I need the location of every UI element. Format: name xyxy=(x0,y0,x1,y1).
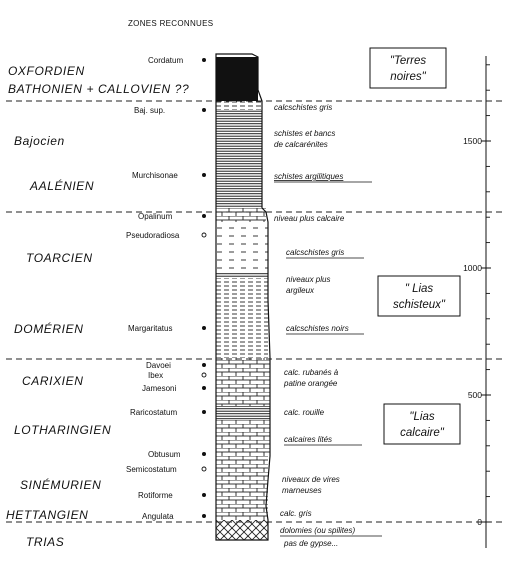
scale-tick-label: 500 xyxy=(467,390,482,400)
lithology-dolomies-line2: pas de gypse... xyxy=(284,539,339,548)
zone-label-opalinum: Opalinum xyxy=(138,212,173,221)
lithology-calc-rubanes-line1: calc. rubanés à xyxy=(284,368,339,377)
column-layer-calcareous xyxy=(216,208,266,222)
zone-label-baj-sup: Baj. sup. xyxy=(134,106,166,115)
zone-list xyxy=(126,56,206,521)
zone-label-davoei: Davoei xyxy=(146,361,171,370)
zone-marker-opalinum xyxy=(202,214,206,218)
zone-label-ibex: Ibex xyxy=(148,371,164,380)
stage-label-bajocien: Bajocien xyxy=(14,134,65,148)
zone-label-semicostatum: Semicostatum xyxy=(126,465,177,474)
formation-terres-noires-line1: "Terres xyxy=(389,55,427,67)
zone-label-obtusum: Obtusum xyxy=(148,450,181,459)
column-layer-sinemurian xyxy=(216,456,268,506)
scale-tick-label: 1000 xyxy=(463,263,482,273)
lithology-calcschistes-gris-upper: calcschistes gris xyxy=(274,103,333,112)
formation-lias-schisteux-line1: " Lias xyxy=(404,283,434,295)
stage-label-domerien: DOMÉRIEN xyxy=(14,322,84,336)
stage-label-bathonien-callovien: BATHONIEN + CALLOVIEN ?? xyxy=(8,82,190,96)
zone-marker-margaritatus xyxy=(202,326,206,330)
column-layer-hettangian xyxy=(216,506,268,520)
lithology-calcaires-lites: calcaires lités xyxy=(284,435,333,444)
zone-marker-angulata xyxy=(202,514,206,518)
lithology-schistes-bancs-line2: de calcarénites xyxy=(274,140,328,149)
thickness-scale xyxy=(463,56,491,548)
stage-label-aalenien: AALÉNIEN xyxy=(30,179,95,193)
zone-marker-murchisonae xyxy=(202,173,206,177)
column-layer-carixian xyxy=(216,358,270,406)
zone-label-jamesoni: Jamesoni xyxy=(142,384,177,393)
zones-header: ZONES RECONNUES xyxy=(128,19,214,28)
lithology-schistes-argilitiques: schistes argilitiques xyxy=(274,172,344,181)
lithology-calc-rubanes-line2: patine orangée xyxy=(284,379,338,388)
zone-marker-ibex xyxy=(202,373,206,377)
lithology-niveaux-argileux-line2: argileux xyxy=(286,286,315,295)
lithology-niveaux-argileux-line1: niveaux plus xyxy=(286,275,331,284)
scale-tick-label: 1500 xyxy=(463,136,482,146)
scale-tick-label: 0 xyxy=(477,517,482,527)
stage-label-oxfordien: OXFORDIEN xyxy=(8,64,85,78)
stage-label-trias: TRIAS xyxy=(26,535,65,549)
zone-marker-pseudoradiosa xyxy=(202,233,206,237)
lithology-calc-rouille: calc. rouille xyxy=(284,408,325,417)
column-layer-domerian xyxy=(216,278,268,358)
lithology-notes xyxy=(274,103,382,548)
formation-terres-noires-line2: noires" xyxy=(390,71,426,83)
zone-marker-davoei xyxy=(202,363,206,367)
formation-lias-calcaire-line2: calcaire" xyxy=(400,427,444,439)
zone-label-raricostatum: Raricostatum xyxy=(130,408,178,417)
zone-label-margaritatus: Margaritatus xyxy=(128,324,173,333)
zone-label-pseudoradiosa: Pseudoradiosa xyxy=(126,231,180,240)
zone-marker-cordatum xyxy=(202,58,206,62)
stage-label-carixien: CARIXIEN xyxy=(22,374,84,388)
stage-labels xyxy=(6,64,189,549)
zone-marker-obtusum xyxy=(202,452,206,456)
lithology-calcschistes-gris-lower: calcschistes gris xyxy=(286,248,345,257)
column-layer-bedded-limestone xyxy=(216,420,270,456)
stratigraphic-column xyxy=(216,54,270,540)
column-layer-oxfordian xyxy=(216,57,258,101)
column-layer-toarcian xyxy=(216,222,268,272)
lithology-niveau-calcaire: niveau plus calcaire xyxy=(274,214,345,223)
zone-label-murchisonae: Murchisonae xyxy=(132,171,178,180)
column-layer-calcschist xyxy=(216,101,262,110)
lithology-dolomies-line1: dolomies (ou spilites) xyxy=(280,526,356,535)
column-layer-thin-band xyxy=(216,272,268,278)
formation-lias-schisteux-line2: schisteux" xyxy=(392,299,446,311)
lithology-vires-line1: niveaux de vires xyxy=(282,475,340,484)
zone-marker-baj-sup xyxy=(202,108,206,112)
zone-marker-rotiforme xyxy=(202,493,206,497)
zone-label-cordatum: Cordatum xyxy=(148,56,184,65)
column-layer-trias xyxy=(216,520,268,540)
stage-label-lotharingien: LOTHARINGIEN xyxy=(14,423,112,437)
stage-label-sinemurien: SINÉMURIEN xyxy=(20,478,102,492)
zone-marker-semicostatum xyxy=(202,467,206,471)
lithology-schistes-bancs-line1: schistes et bancs xyxy=(274,129,336,138)
lithology-vires-line2: marneuses xyxy=(282,486,322,495)
column-layer-rust-limestone xyxy=(216,406,270,420)
lithology-calcschistes-noirs: calcschistes noirs xyxy=(286,324,349,333)
stage-label-toarcien: TOARCIEN xyxy=(26,251,93,265)
stage-label-hettangien: HETTANGIEN xyxy=(6,508,89,522)
column-layer-bajocian-aalenian xyxy=(216,110,262,208)
zone-label-rotiforme: Rotiforme xyxy=(138,491,173,500)
zone-marker-jamesoni xyxy=(202,386,206,390)
formation-lias-calcaire-line1: "Lias xyxy=(409,411,435,423)
formation-boxes xyxy=(370,48,460,444)
zone-marker-raricostatum xyxy=(202,410,206,414)
zone-label-angulata: Angulata xyxy=(142,512,174,521)
lithology-calc-gris: calc. gris xyxy=(280,509,312,518)
